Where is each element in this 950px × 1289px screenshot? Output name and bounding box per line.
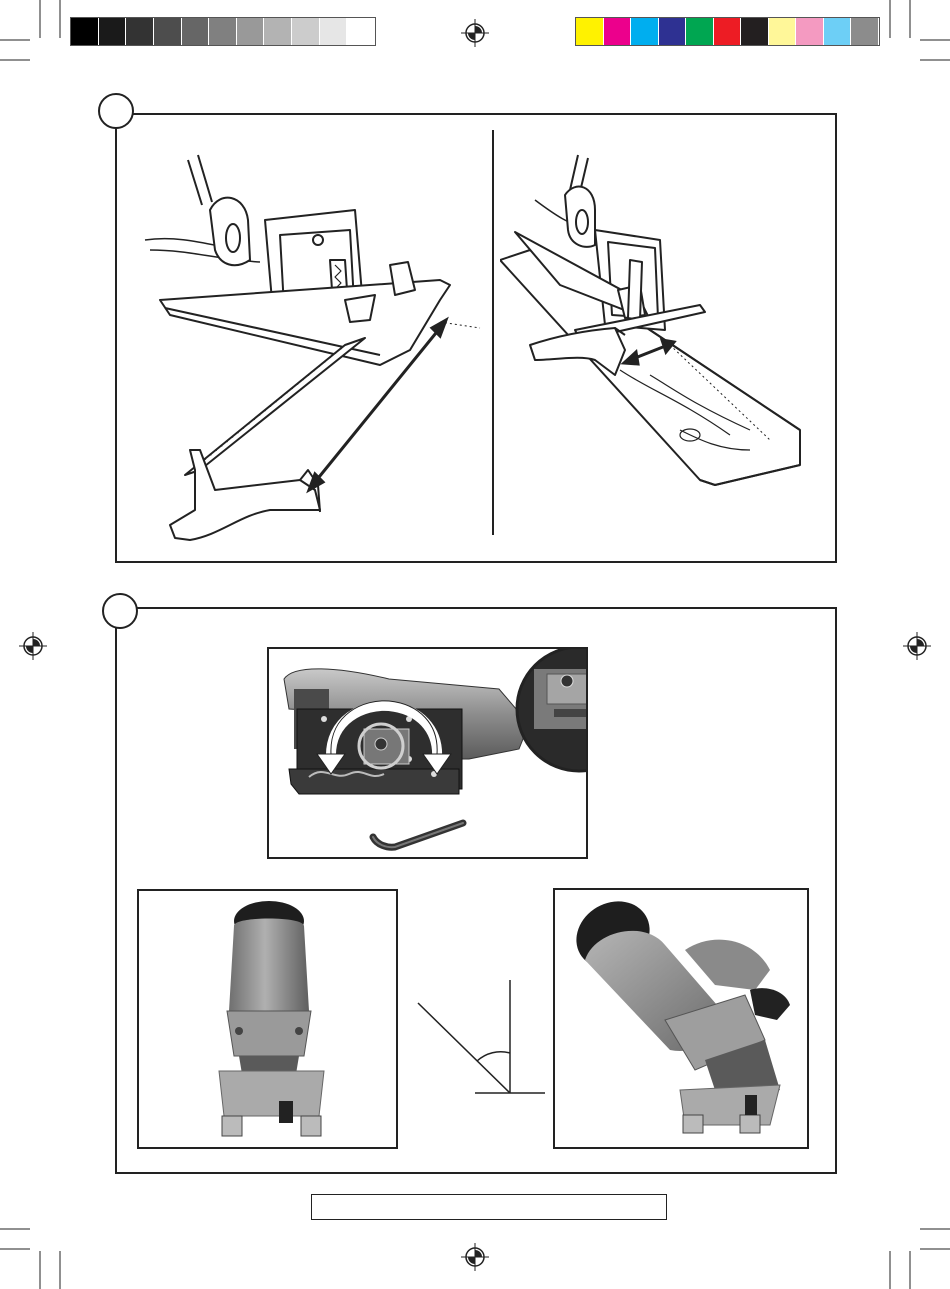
jigsaw-cutting-wood-with-guide-illustration <box>500 150 825 550</box>
figure-1-badge <box>98 93 134 129</box>
color-swatch <box>99 18 127 45</box>
bevel-angle-icon <box>415 975 550 1100</box>
color-swatch <box>686 18 714 45</box>
color-swatch <box>347 18 375 45</box>
jigsaw-upright-photo <box>137 889 398 1149</box>
color-swatch <box>292 18 320 45</box>
color-swatch <box>209 18 237 45</box>
color-swatch <box>851 18 879 45</box>
color-swatch <box>741 18 769 45</box>
hex-key-icon <box>365 815 470 860</box>
color-swatch <box>714 18 742 45</box>
figure-2-badge <box>102 593 138 629</box>
color-swatch <box>631 18 659 45</box>
figure-1-divider <box>490 130 496 535</box>
jigsaw-with-parallel-guide-illustration <box>140 150 485 550</box>
color-swatch <box>769 18 797 45</box>
crosshair-circle-icon <box>461 19 489 47</box>
jigsaw-tilted-photo <box>553 888 809 1149</box>
color-swatch <box>182 18 210 45</box>
color-swatch <box>320 18 348 45</box>
color-swatch <box>264 18 292 45</box>
color-swatch <box>237 18 265 45</box>
color-swatch <box>71 18 99 45</box>
footer-label-box <box>311 1194 667 1220</box>
color-swatch <box>126 18 154 45</box>
color-swatch <box>604 18 632 45</box>
color-swatch <box>576 18 604 45</box>
crosshair-circle-icon <box>461 1243 489 1271</box>
color-swatch <box>154 18 182 45</box>
color-swatch <box>659 18 687 45</box>
crosshair-circle-icon <box>19 632 47 660</box>
color-swatch <box>824 18 852 45</box>
color-swatch <box>796 18 824 45</box>
crosshair-circle-icon <box>903 632 931 660</box>
